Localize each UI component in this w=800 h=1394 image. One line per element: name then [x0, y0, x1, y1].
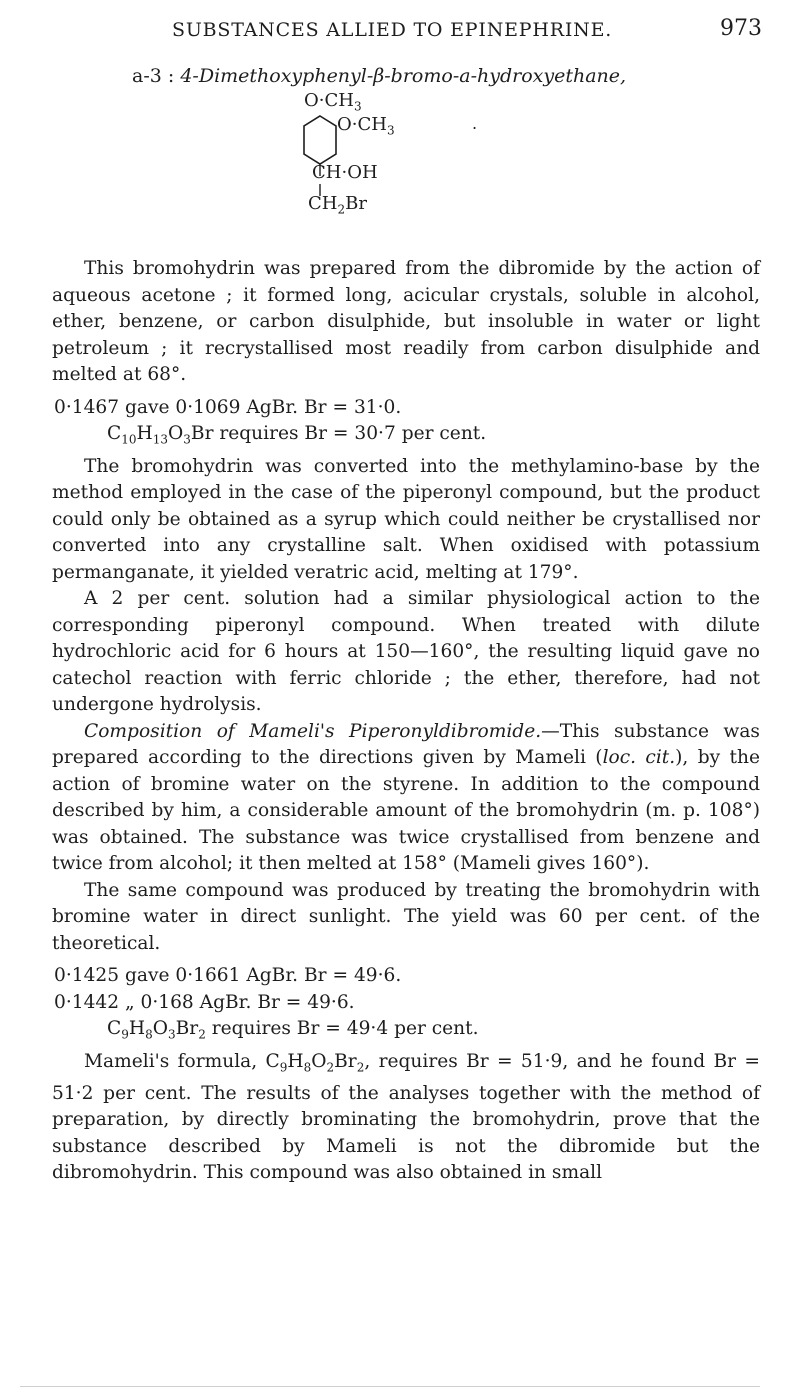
- analysis-1-result: 0·1467 gave 0·1069 AgBr. Br = 31·0.: [54, 396, 402, 418]
- page-header: [60, 16, 770, 46]
- paragraph-sunlight-bromination: The same compound was produced by treating the bromohydrin with bromine water in direct sunlight. The yield was 60 per cent. of the theoretical.: [52, 879, 760, 954]
- analysis-2-result-b: 0·1442 „ 0·168 AgBr. Br = 49·6.: [54, 991, 355, 1013]
- structure-top-group: $O\cdot CH_3$: [304, 90, 362, 114]
- body-text: [52, 256, 760, 1187]
- analysis-2-requirement: $C_9H_8O_3Br_2$ requires Br = 49·4 per cent.: [107, 1018, 479, 1042]
- paragraph-methylamino-base: The bromohydrin was converted into the methylamino-base by the method employed in the case of the piperonyl compound, but the product could only be obtained as a syrup which could neither be crystallised nor converted into any crystalline salt. When oxidised with potassium permanganate, it yielded veratric acid, melting at 179°.: [52, 455, 760, 583]
- structure-chain-1: CH·OH: [312, 162, 378, 183]
- structural-formula: [300, 90, 500, 260]
- page-bottom-edge: [20, 1386, 760, 1387]
- compound-prefix: a-3 :: [132, 65, 181, 87]
- structure-ring-group: $O\cdot CH_3$: [337, 114, 395, 138]
- paragraph-mameli-formula: Mameli's formula, $C_9H_8O_2Br_2$, requires Br = 51·9, and he found Br = 51·2 per cent. The results of the analyses together with the method of preparation, by directly brominating the bromohydrin, prove that the substance described by Mameli is not the dibromide but the dibromohydrin. This compound was also obtained in small: [52, 1050, 760, 1184]
- benzene-ring: [304, 116, 336, 164]
- running-head: SUBSTANCES ALLIED TO EPINEPHRINE.: [172, 19, 613, 41]
- paragraph-physiological-action: A 2 per cent. solution had a similar physiological action to the corresponding piperonyl compound. When treated with dilute hydrochloric acid for 6 hours at 150—160°, the resulting liquid gave no catechol reaction with ferric chloride ; the ether, therefore, had not undergone hydrolysis.: [52, 588, 760, 715]
- analysis-1-requirement: $C_{10}H_{13}O_3Br$ requires Br = 30·7 per cent.: [107, 423, 487, 447]
- structure-chain-2: $CH_2Br$: [308, 193, 367, 217]
- paragraph-bromohydrin-preparation: This bromohydrin was prepared from the dibromide by the action of aqueous acetone ; it formed long, acicular crystals, soluble in alcohol, ether, benzene, or carbon disulphide, but insoluble in water or light petroleum ; it recrystallised most readily from carbon disulphide and melted at 68°.: [52, 258, 760, 385]
- section-heading: Composition of Mameli's Piperonyldibromide.: [84, 720, 542, 742]
- analysis-2-result-a: 0·1425 gave 0·1661 AgBr. Br = 49·6.: [54, 965, 402, 986]
- structure-dot: .: [472, 114, 478, 133]
- compound-name: 4-Dimethoxyphenyl-β-bromo-a-hydroxyethane,: [180, 65, 627, 87]
- compound-title: [132, 65, 782, 87]
- paragraph-mameli-composition: Composition of Mameli's Piperonyldibromide.—This substance was prepared according to the directions given by Mameli (loc. cit.), by the action of bromine water on the styrene. In addition to the compound described by him, a considerable amount of the bromohydrin (m. p. 108°) was obtained. The substance was twice crystallised from benzene and twice from alcohol; it then melted at 158° (Mameli gives 160°).: [52, 720, 760, 874]
- page-number: 973: [720, 16, 762, 41]
